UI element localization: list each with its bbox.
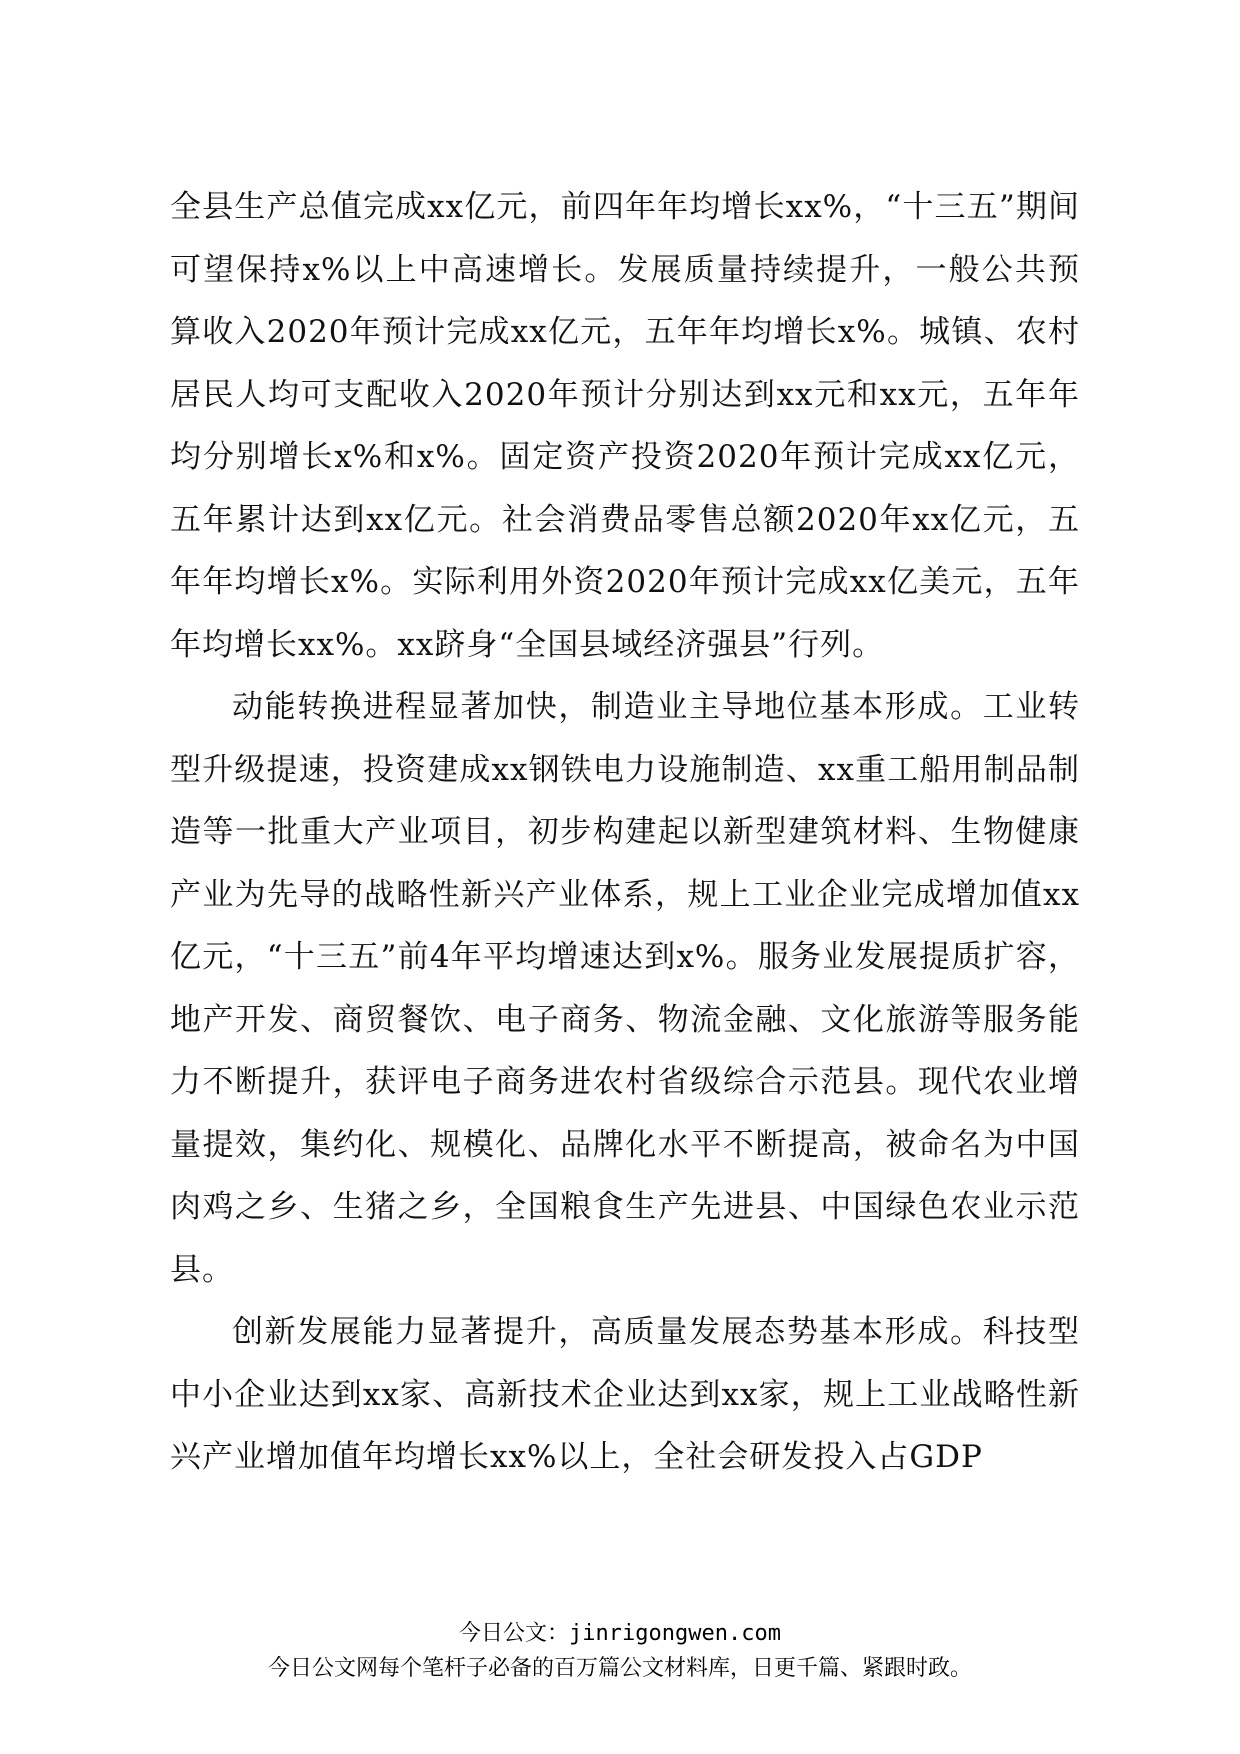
paragraph-innovation-capacity: 创新发展能力显著提升，高质量发展态势基本形成。科技型中小企业达到xx家、高新技术企业达到xx家，规上工业战略性新兴产业增加值年均增长xx%以上，全社会研发投入占GDP bbox=[170, 1314, 1080, 1475]
paragraph-industry-transformation: 动能转换进程显著加快，制造业主导地位基本形成。工业转型升级提速，投资建成xx钢铁电力设施制造、xx重工船用制品制造等一批重大产业项目，初步构建起以新型建筑材料、生物健康产业为先导的战略性新兴产业体系，规上工业企业完成增加值xx亿元，“十三五”前4年平均增速达到x%。服务业发展提质扩容，地产开发、商贸餐饮、电子商务、物流金融、文化旅游等服务能力不断提升，获评电子商务进农村省级综合示范县。现代农业增量提效，集约化、规模化、品牌化水平不断提高，被命名为中国肉鸡之乡、生猪之乡，全国粮食生产先进县、中国绿色农业示范县。 bbox=[170, 689, 1080, 1288]
footer-site-label: 今日公文： bbox=[459, 1621, 570, 1646]
page-footer bbox=[0, 1617, 1240, 1687]
footer-site-line bbox=[0, 1617, 1240, 1651]
footer-slogan: 今日公文网每个笔杆子必备的百万篇公文材料库，日更千篇、紧跟时政。 bbox=[267, 1656, 972, 1681]
document-body bbox=[170, 176, 1080, 1489]
paragraph-economy-overview: 全县生产总值完成xx亿元，前四年年均增长xx%，“十三五”期间可望保持x%以上中高速增长。发展质量持续提升，一般公共预算收入2020年预计完成xx亿元，五年年均增长x%。城镇、农村居民人均可支配收入2020年预计分别达到xx元和xx元，五年年均分别增长x%和x%。固定资产投资2020年预计完成xx亿元，五年累计达到xx亿元。社会消费品零售总额2020年xx亿元，五年年均增长x%。实际利用外资2020年预计完成xx亿美元，五年年均增长xx%。xx跻身“全国县域经济强县”行列。 bbox=[170, 189, 1080, 663]
footer-site-link[interactable]: jinrigongwen.com bbox=[569, 1621, 781, 1646]
